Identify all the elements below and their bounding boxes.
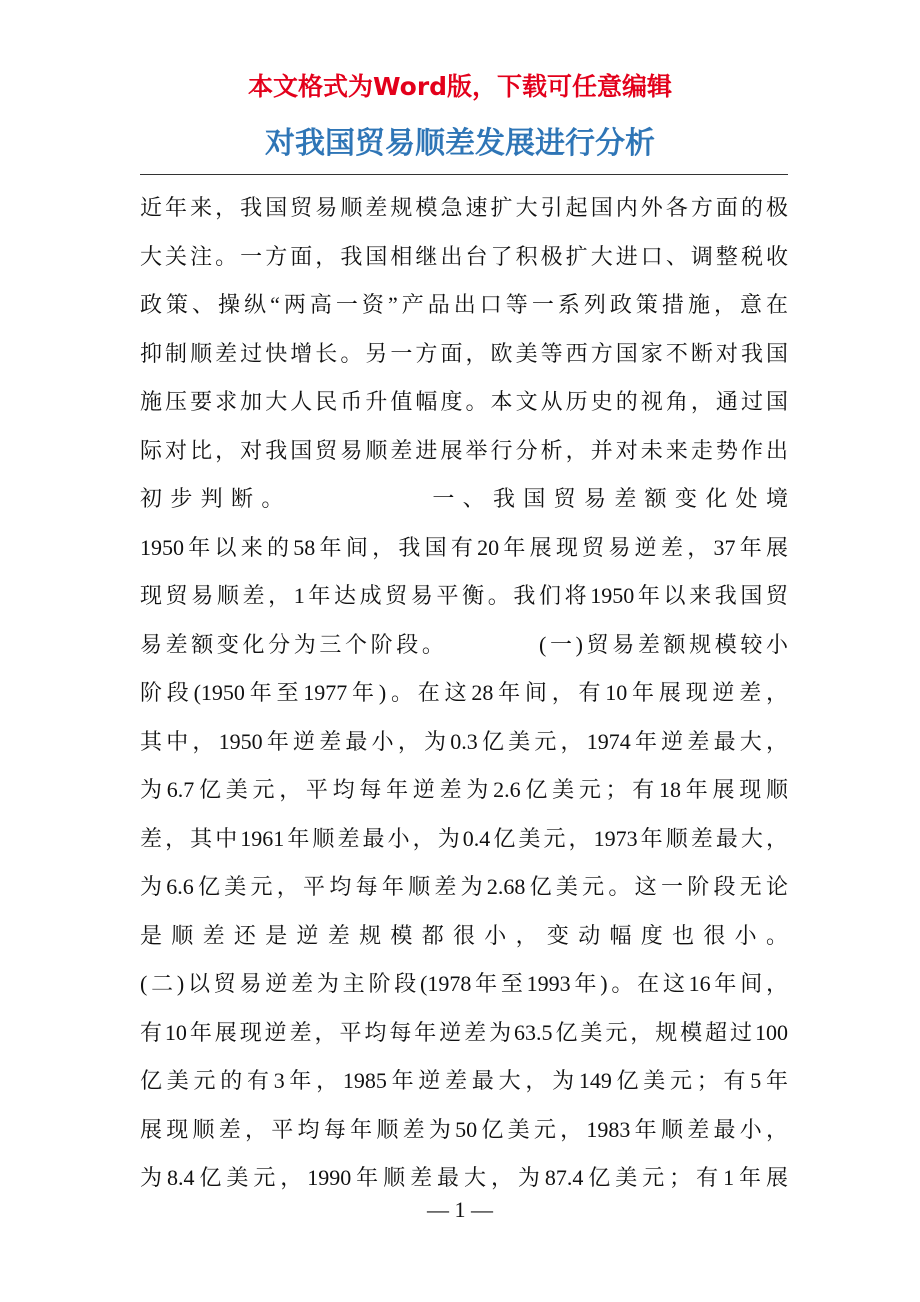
body-line: 有10年展现逆差，平均每年逆差为63.5亿美元，规模超过100: [140, 1019, 788, 1045]
body-line: 为6.7亿美元，平均每年逆差为2.6亿美元；有18年展现顺: [140, 777, 788, 802]
body-line: 为8.4亿美元，1990年顺差最大，为87.4亿美元；有1年展: [140, 1165, 788, 1190]
body-line: 现贸易顺差，1年达成贸易平衡。我们将1950年以来我国贸: [140, 583, 788, 608]
body-line: 施压要求加大人民币升值幅度。本文从历史的视角，通过国: [140, 389, 788, 414]
body-line: 差，其中1961年顺差最小，为0.4亿美元，1973年顺差最大，: [140, 825, 788, 851]
body-line: 是顺差还是逆差规模都很小，变动幅度也很小。: [140, 922, 788, 948]
document-title: 对我国贸易顺差发展进行分析: [265, 126, 655, 161]
body-line: 际对比，对我国贸易顺差进展举行分析，并对未来走势作出: [140, 437, 788, 463]
body-line: 1950年以来的58年间，我国有20年展现贸易逆差，37年展: [140, 534, 788, 560]
body-line: 阶段(1950年至1977年)。在这28年间，有10年展现逆差，: [140, 680, 788, 705]
body-line: 近年来，我国贸易顺差规模急速扩大引起国内外各方面的极: [140, 195, 788, 220]
body-line: 亿美元的有3年，1985年逆差最大，为149亿美元；有5年: [140, 1068, 788, 1093]
body-line: 展现顺差，平均每年顺差为50亿美元，1983年顺差最小，: [140, 1116, 788, 1142]
body-line: 易差额变化分为三个阶段。 (一)贸易差额规模较小: [140, 631, 788, 657]
document-body: [140, 184, 788, 1203]
body-line: 大关注。一方面，我国相继出台了积极扩大进口、调整税收: [140, 243, 788, 269]
body-line: 为6.6亿美元，平均每年顺差为2.68亿美元。这一阶段无论: [140, 874, 788, 899]
body-line: (二)以贸易逆差为主阶段(1978年至1993年)。在这16年间，: [140, 971, 788, 996]
body-line: 抑制顺差过快增长。另一方面，欧美等西方国家不断对我国: [140, 340, 788, 366]
body-line: 其中，1950年逆差最小，为0.3亿美元，1974年逆差最大，: [140, 728, 788, 754]
format-banner: 本文格式为Word版，下载可任意编辑: [247, 72, 673, 101]
page-number: — 1 —: [427, 1197, 493, 1222]
body-line: 初步判断。 一、我国贸易差额变化处境: [140, 486, 788, 511]
body-line: 政策、操纵“两高一资”产品出口等一系列政策措施，意在: [140, 292, 788, 317]
title-divider: [140, 174, 788, 175]
